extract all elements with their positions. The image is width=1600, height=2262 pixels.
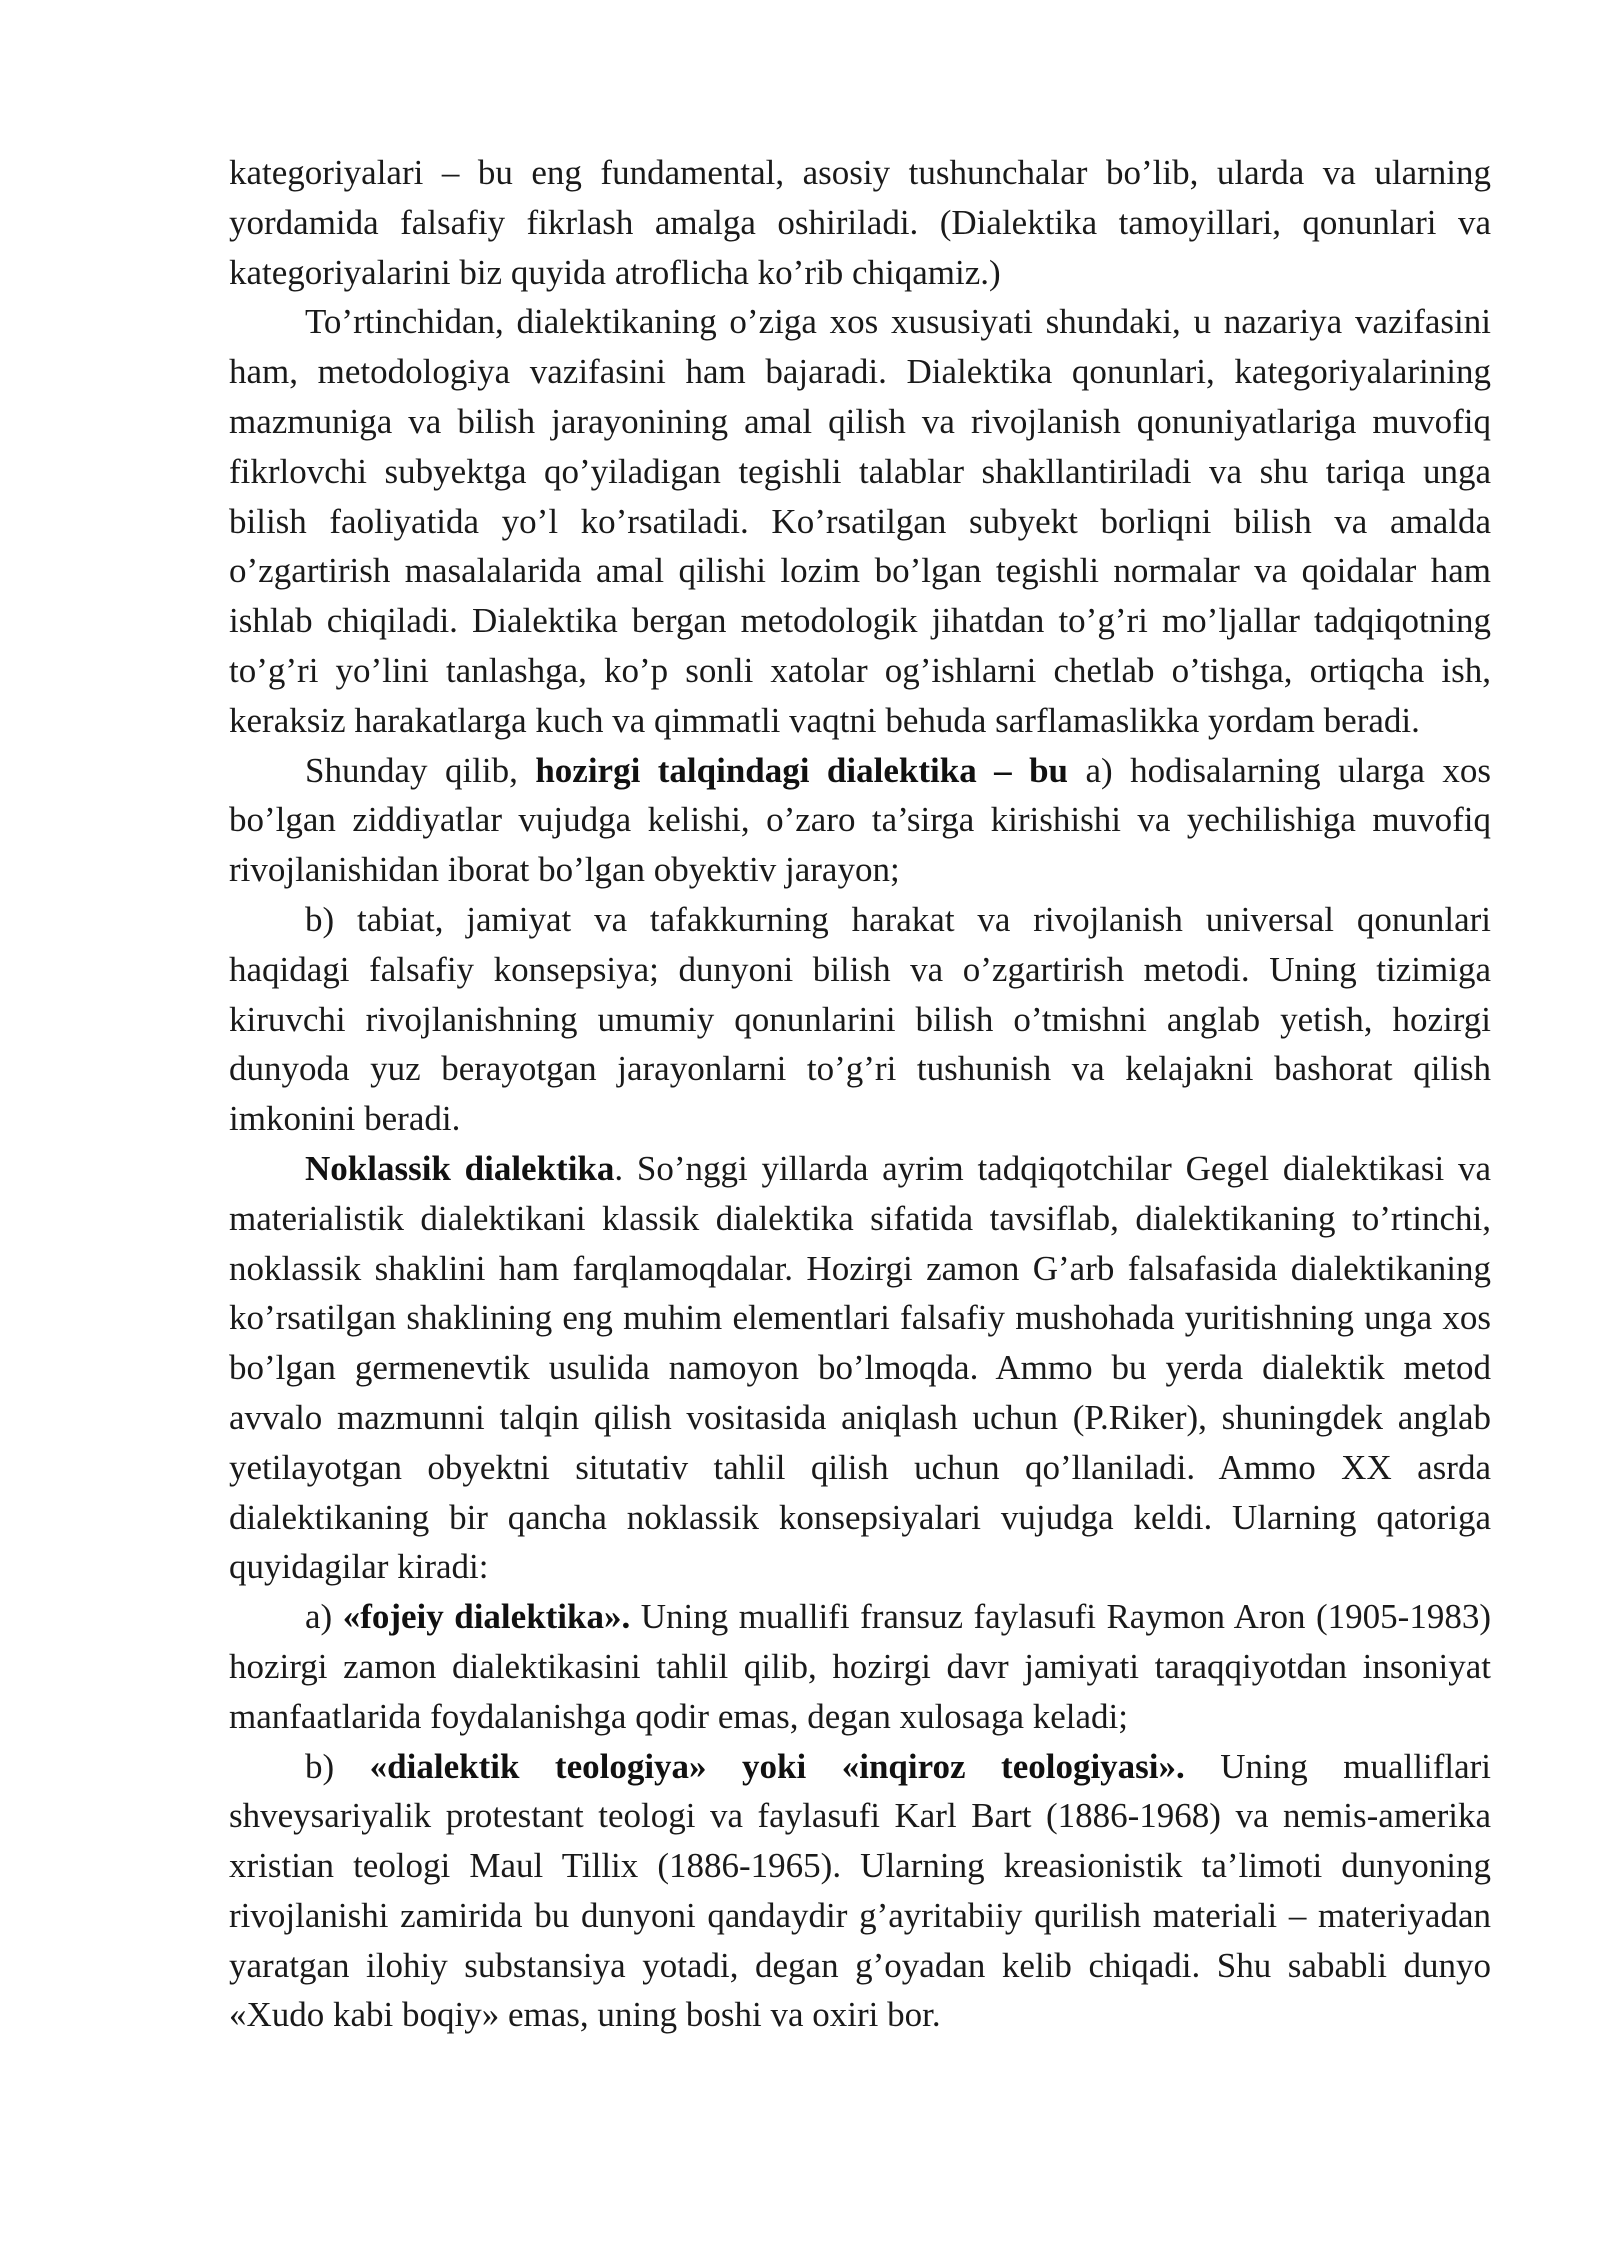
paragraph-6-body: Uning muallifi fransuz faylasufi Raymon Aron (1905-1983) hozirgi zamon dialektikasini tahlil qilib, hozirgi davr jamiyati taraqqiyotdan insoniyat manfaatlarida foydalanishga qodir emas, degan xulosaga keladi; <box>229 1597 1491 1736</box>
paragraph-3-body: a) hodisalarning ularga xos bo’lgan ziddiyatlar vujudga kelishi, o’zaro ta’sirga kirishishi va yechilishiga muvofiq rivojlanishidan iborat bo’lgan obyektiv jarayon; <box>229 750 1491 890</box>
paragraph-5-body: . So’nggi yillarda ayrim tadqiqotchilar Gegel dialektikasi va materialistik dialektikani klassik dialektika sifatida tavsiflab, dialektikaning to’rtinchi, noklassik shaklini ham farqlamoqdalar. Hozirgi zamon G’arb falsafasida dialektikaning ko’rsatilgan shaklining eng muhim elementlari falsafiy mushohada yuritishning unga xos bo’lgan germenevtik usulida namoyon bo’lmoqda. Ammo bu yerda dialektik metod avvalo mazmunni talqin qilish vositasida aniqlash uchun (P.Riker), shuningdek anglab yetilayotgan obyektni situtativ tahlil qilish uchun qo’llaniladi. Ammo XX asrda dialektikaning bir qancha noklassik konsepsiyalari vujudga keldi. Ularning qatoriga quyidagilar kiradi: <box>229 1148 1491 1587</box>
paragraph-7 <box>229 1742 1491 2041</box>
paragraph-7-body: Uning mualliflari shveysariyalik protestant teologi va faylasufi Karl Bart (1886-1968) va nemis-amerika xristian teologi Maul Tillix (1886-1965). Ularning kreasionistik ta’limoti dunyoning rivojlanishi zamirida bu dunyoni qandaydir g’ayritabiiy qurilish materiali – materiyadan yaratgan ilohiy substansiya yotadi, degan g’oyadan kelib chiqadi. Shu sababli dunyo «Xudo kabi boqiy» emas, uning boshi va oxiri bor. <box>229 1746 1491 2035</box>
document-page <box>229 148 1491 2040</box>
paragraph-3-lead: Shunday qilib, <box>305 750 536 790</box>
paragraph-2: To’rtinchidan, dialektikaning o’ziga xos xususiyati shundaki, u nazariya vazifasini ham, metodologiya vazifasini ham bajaradi. Dialektika qonunlari, kategoriyalarining mazmuniga va bilish jarayonining amal qilish va rivojlanish qonuniyatlariga muvofiq fikrlovchi subyektga qo’yiladigan tegishli talablar shakllantiriladi va shu tariqa unga bilish faoliyatida yo’l ko’rsatiladi. Ko’rsatilgan subyekt borliqni bilish va amalda o’zgartirish masalalarida amal qilishi lozim bo’lgan tegishli normalar va qoidalar ham ishlab chiqiladi. Dialektika bergan metodologik jihatdan to’g’ri mo’ljallar tadqiqotning to’g’ri yo’lini tanlashga, ko’p sonli xatolar og’ishlarni chetlab o’tishga, ortiqcha ish, keraksiz harakatlarga kuch va qimmatli vaqtni behuda sarflamaslikka yordam beradi. <box>229 302 1491 740</box>
paragraph-1: kategoriyalari – bu eng fundamental, asosiy tushunchalar bo’lib, ularda va ularning yordamida falsafiy fikrlash amalga oshiriladi. (Dialektika tamoyillari, qonunlari va kategoriyalarini biz quyida atroflicha ko’rib chiqamiz.) <box>229 153 1491 292</box>
paragraph-6 <box>229 1592 1491 1741</box>
paragraph-7-lead: b) <box>305 1746 370 1786</box>
paragraph-3 <box>229 746 1491 895</box>
paragraph-4: b) tabiat, jamiyat va tafakkurning harakat va rivojlanish universal qonunlari haqidagi falsafiy konsepsiya; dunyoni bilish va o’zgartirish metodi. Uning tizimiga kiruvchi rivojlanishning umumiy qonunlarini bilish o’tmishni anglab yetish, hozirgi dunyoda yuz berayotgan jarayonlarni to’g’ri tushunish va kelajakni bashorat qilish imkonini beradi. <box>229 899 1491 1139</box>
paragraph-3-term: hozirgi talqindagi dialektika – bu <box>535 750 1069 790</box>
paragraph-5 <box>229 1144 1491 1592</box>
paragraph-6-lead: a) <box>305 1597 343 1637</box>
paragraph-6-term: «fojeiy dialektika». <box>342 1597 631 1637</box>
paragraph-7-term: «dialektik teologiya» yoki «inqiroz teologiyasi». <box>369 1746 1185 1786</box>
paragraph-5-term: Noklassik dialektika <box>305 1148 615 1188</box>
